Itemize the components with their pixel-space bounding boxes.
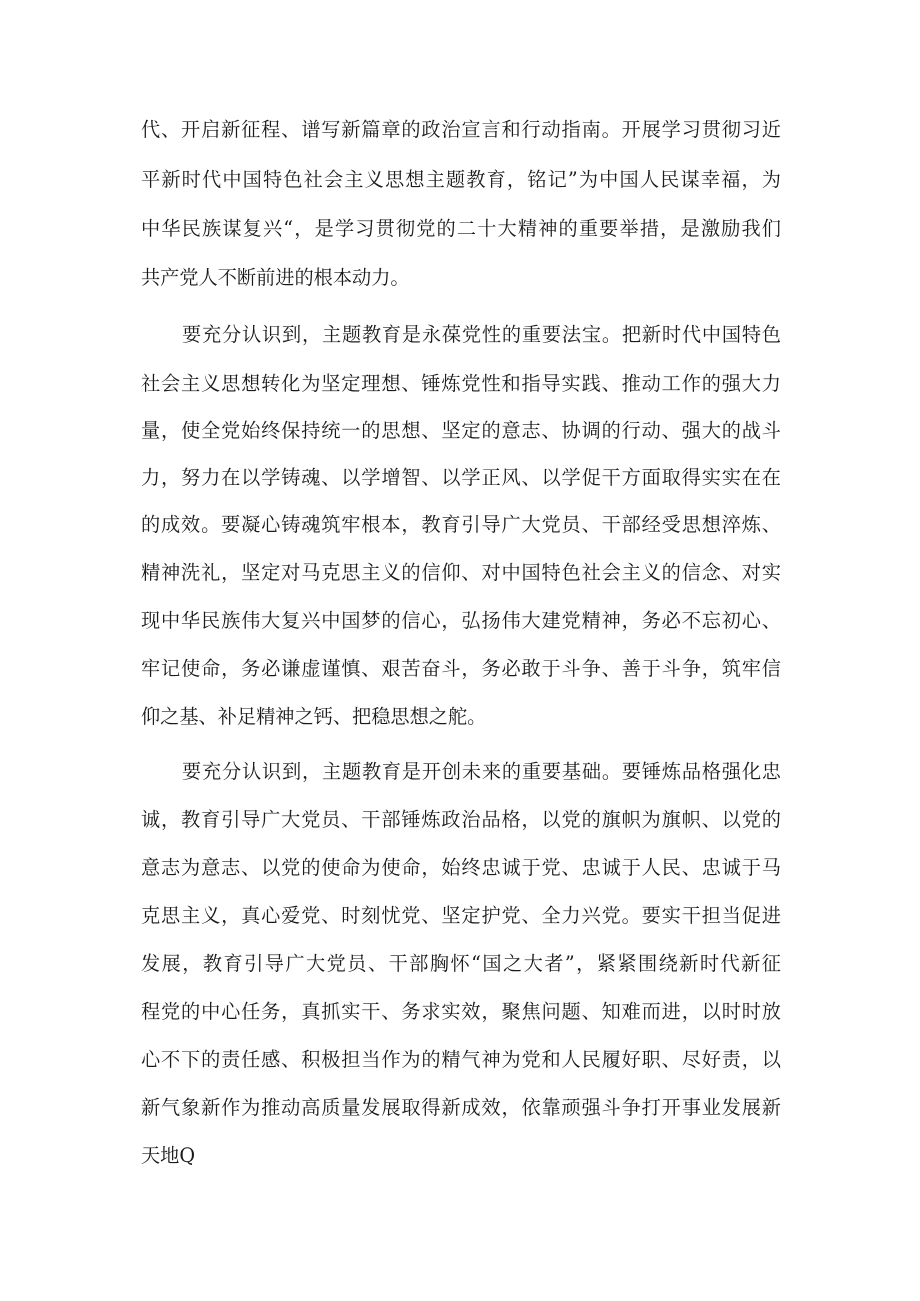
- paragraph-3-line-2: 诚，教育引导广大党员、干部锤炼政治品格，以党的旗帜为旗帜、以党的: [141, 808, 781, 831]
- paragraph-2-line-7: 现中华民族伟大复兴中国梦的信心，弘扬伟大建党精神，务必不忘初心、: [141, 609, 781, 632]
- paragraph-2-line-3: 量，使全党始终保持统一的思想、坚定的意志、协调的行动、强大的战斗: [141, 419, 781, 442]
- paragraph-3-line-6: 程党的中心任务，真抓实干、务求实效，聚焦问题、知难而进，以时时放: [141, 1000, 781, 1023]
- paragraph-1-line-1: 代、开启新征程、谱写新篇章的政治宣言和行动指南。开展学习贯彻习近: [141, 118, 781, 141]
- paragraph-2-line-8: 牢记使命，务必谦虚谨慎、艰苦奋斗，务必敢于斗争、善于斗争，筑牢信: [141, 657, 781, 680]
- paragraph-1-line-2: 平新时代中国特色社会主义思想主题教育，铭记”为中国人民谋幸福，为: [141, 168, 781, 191]
- paragraph-3-line-8: 新气象新作为推动高质量发展取得新成效，依靠顽强斗争打开事业发展新: [141, 1096, 781, 1119]
- paragraph-2-line-1: 要充分认识到，主题教育是永葆党性的重要法宝。把新时代中国特色: [182, 323, 781, 346]
- paragraph-2-line-6: 精神洗礼，坚定对马克思主义的信仰、对中国特色社会主义的信念、对实: [141, 561, 781, 584]
- paragraph-3-line-5: 发展，教育引导广大党员、干部胸怀“国之大者”，紧紧围绕新时代新征: [141, 952, 781, 975]
- paragraph-3-line-7: 心不下的责任感、积极担当作为的精气神为党和人民履好职、尽好责，以: [141, 1048, 781, 1071]
- paragraph-2-line-5: 的成效。要凝心铸魂筑牢根本，教育引导广大党员、干部经受思想淬炼、: [141, 513, 781, 536]
- paragraph-3-line-1: 要充分认识到，主题教育是开创未来的重要基础。要锤炼品格强化忠: [182, 760, 781, 783]
- paragraph-3-line-9: 天地Q: [141, 1144, 196, 1167]
- paragraph-1-line-3: 中华民族谋复兴“，是学习贯彻党的二十大精神的重要举措，是激励我们: [141, 217, 781, 240]
- paragraph-2-line-2: 社会主义思想转化为坚定理想、锤炼党性和指导实践、推动工作的强大力: [141, 372, 781, 395]
- paragraph-2-line-4: 力，努力在以学铸魂、以学增智、以学正风、以学促干方面取得实实在在: [141, 466, 781, 489]
- paragraph-3-line-4: 克思主义，真心爱党、时刻忧党、坚定护党、全力兴党。要实干担当促进: [141, 904, 781, 927]
- paragraph-3-line-3: 意志为意志、以党的使命为使命，始终忠诚于党、忠诚于人民、忠诚于马: [141, 856, 781, 879]
- paragraph-2-line-9: 仰之基、补足精神之钙、把稳思想之舵。: [141, 705, 487, 728]
- paragraph-1-line-4: 共产党人不断前进的根本动力。: [141, 266, 410, 289]
